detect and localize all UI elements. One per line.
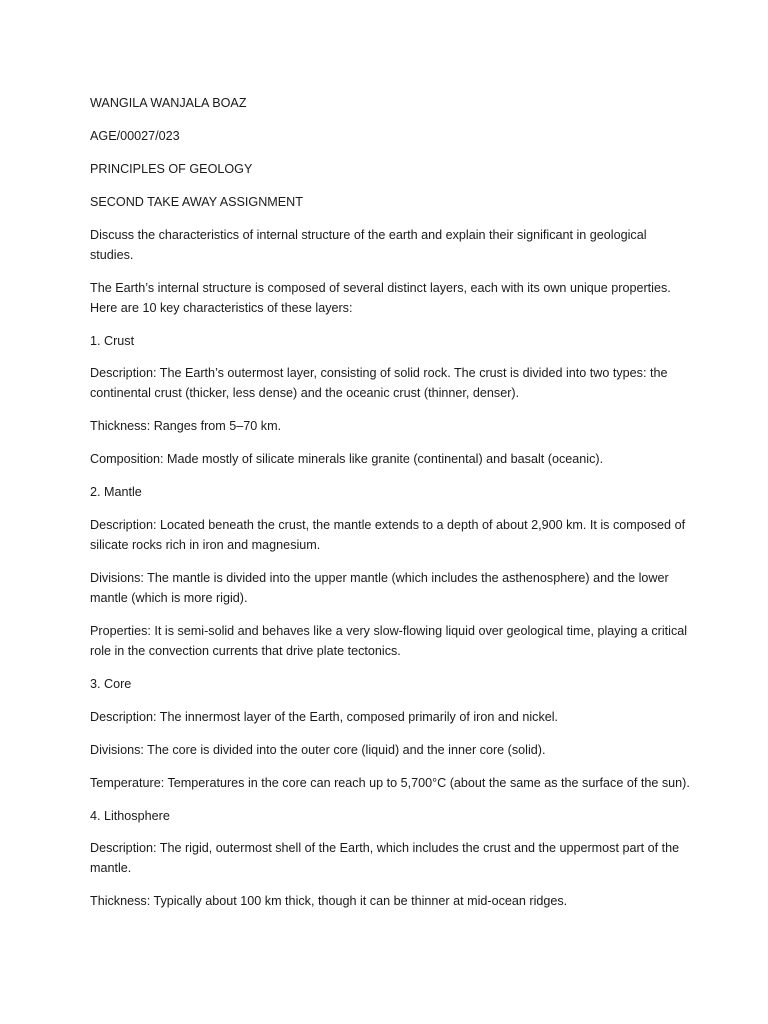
crust-thickness: Thickness: Ranges from 5–70 km. [90, 419, 282, 434]
mantle-description: Description: Located beneath the crust, the mantle extends to a depth of about 2,900 km. It is composed of silicate rocks rich in iron and magnesium. [90, 518, 686, 553]
crust-description: Description: The Earth’s outermost layer, consisting of solid rock. The crust is divided into two types: the continental crust (thicker, less dense) and the oceanic crust (thinner, denser). [90, 366, 668, 401]
section-heading-lithosphere: 4. Lithosphere [90, 808, 170, 823]
author-name: WANGILA WANJALA BOAZ [90, 96, 247, 110]
intro-paragraph: The Earth’s internal structure is composed of several distinct layers, each with its own unique properties. Here are 10 key characteristics of these layers: [90, 280, 671, 315]
mantle-divisions: Divisions: The mantle is divided into the upper mantle (which includes the asthenosphere) and the lower mantle (which is more rigid). [90, 571, 669, 605]
mantle-properties: Properties: It is semi-solid and behaves like a very slow-flowing liquid over geological time, playing a critical role in the convection currents that drive plate tectonics. [90, 623, 688, 658]
question-text: Discuss the characteristics of internal structure of the earth and explain their significant in geological studies. [90, 227, 647, 262]
core-description: Description: The innermost layer of the Earth, composed primarily of iron and nickel. [90, 709, 559, 724]
document-body [90, 94, 690, 925]
section-heading-crust: 1. Crust [90, 333, 135, 348]
core-temperature: Temperature: Temperatures in the core can reach up to 5,700°C (about the same as the surface of the sun). [90, 775, 690, 790]
lithosphere-thickness: Thickness: Typically about 100 km thick, though it can be thinner at mid-ocean ridges. [90, 894, 568, 909]
assignment-title: SECOND TAKE AWAY ASSIGNMENT [90, 194, 303, 209]
crust-composition: Composition: Made mostly of silicate minerals like granite (continental) and basalt (oceanic). [90, 452, 604, 467]
lithosphere-description: Description: The rigid, outermost shell of the Earth, which includes the crust and the uppermost part of the mantle. [90, 841, 680, 876]
registration-number: AGE/00027/023 [90, 128, 180, 143]
course-title: PRINCIPLES OF GEOLOGY [90, 161, 253, 176]
section-heading-mantle: 2. Mantle [90, 485, 142, 500]
section-heading-core: 3. Core [90, 676, 132, 691]
core-divisions: Divisions: The core is divided into the outer core (liquid) and the inner core (solid). [90, 742, 546, 757]
